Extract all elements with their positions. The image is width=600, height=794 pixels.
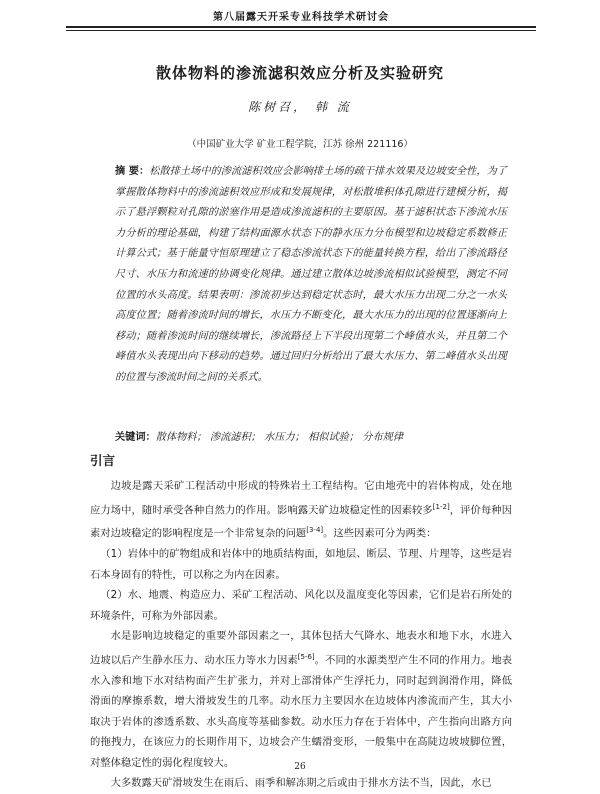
paragraph-3: （2）水、地震、构造应力、采矿工程活动、风化以及温度变化等因素，它们是岩石所处的环境条件，可称为外部因素。 [90, 589, 512, 622]
citation-3: [5-6] [297, 652, 315, 661]
page-number: 26 [294, 762, 306, 772]
keywords-text: 散体物料； 渗流滤积； 水压力； 相似试验； 分布规律 [155, 432, 404, 443]
keywords [115, 428, 507, 443]
header-rule-thin [66, 30, 536, 31]
paper-title: 散体物料的渗流滤积效应分析及实验研究 [155, 64, 444, 82]
paragraph-4: 水是影响边坡稳定的重要外部因素之一，其体包括大气降水、地表水和地下水，水进入边坡以后产生静水压力、动水压力等水力因素[5-6]。不同的水源类型产生不同的作用力。地表水入渗和地下水对结构面产生扩张力，并对上部滑体产生浮托力，同时起到润滑作用，降低滑面的摩擦系数，增大滑坡发生的几率。动水压力主要因水在边坡体内渗流而产生，其大小取决于岩体的渗透系数、水头高度等基础参数。动水压力存在于岩体中，产生指向出路方向的拖拽力，在该应力的长期作用下，边坡会产生蠕滑变形，一般集中在高陡边坡坡脚位置，对整体稳定性的弱化程度较大。 [90, 630, 513, 769]
citation-1: [1-2] [432, 502, 450, 511]
body-text [90, 476, 512, 794]
abstract [115, 162, 507, 389]
paper-authors: 陈树召， 韩 流 [248, 100, 352, 114]
paragraph-1: 边坡是露天采矿工程活动中形成的特殊岩土工程结构。它由地壳中的岩体构成，处在地应力场中，随时承受各种自然力的作用。影响露天矿边坡稳定性的因素较多[1-2]，评价每种因素对边坡稳定的影响程度是一个非常复杂的问题[3-4]。这些因素可分为两类： [90, 480, 513, 540]
paragraph-5: 大多数露天矿滑坡发生在雨后、雨季和解冻期之后或由于排水方法不当，因此，水已 [110, 777, 492, 790]
section-heading-introduction: 引言 [90, 453, 116, 468]
header-rule-thick [66, 26, 536, 28]
paragraph-2: （1）岩体中的矿物组成和岩体中的地质结构面，如地层、断层、节理、片理等，这些是岩石本身固有的特性，可以称之为内在因素。 [90, 548, 512, 581]
running-header: 第八届露天开采专业科技学术研讨会 [213, 12, 389, 23]
paper-affiliation: （中国矿业大学 矿业工程学院，江苏 徐州 221116） [187, 139, 413, 150]
keywords-label: 关键词： [115, 432, 156, 443]
citation-2: [3-4] [306, 526, 324, 535]
abstract-label: 摘 要： [115, 166, 150, 177]
abstract-text: 松散排土场中的渗流滤积效应会影响排土场的疏干排水效果及边坡安全性，为了掌握散体物料中的渗流滤积效应形成和发展规律，对松散堆积体孔隙进行建模分析，揭示了悬浮颗粒对孔隙的淤塞作用是造成渗流滤积的主要原因。基于滤积状态下渗流水压力分析的理论基础，构建了结构面源水状态下的静水压力分布模型和边坡稳定系数修正计算公式；基于能量守恒原理建立了稳态渗流状态下的能量转换方程，给出了渗流路径尺寸、水压力和流速的协调变化规律。通过建立散体边坡渗流相似试验模型，测定不同位置的水头高度。结果表明：渗流初步达到稳定状态时，最大水压力出现二分之一水头高度位置；随着渗流时间的增长，水压力不断变化，最大水压力的出现的位置逐渐向上移动；随着渗流时间的继续增长，渗流路径上下半段出现第二个峰值水头，并且第二个峰值水头表现出向下移动的趋势。通过回归分析给出了最大水压力、第二峰值水头出现的位置与渗流时间之间的关系式。 [115, 166, 507, 383]
